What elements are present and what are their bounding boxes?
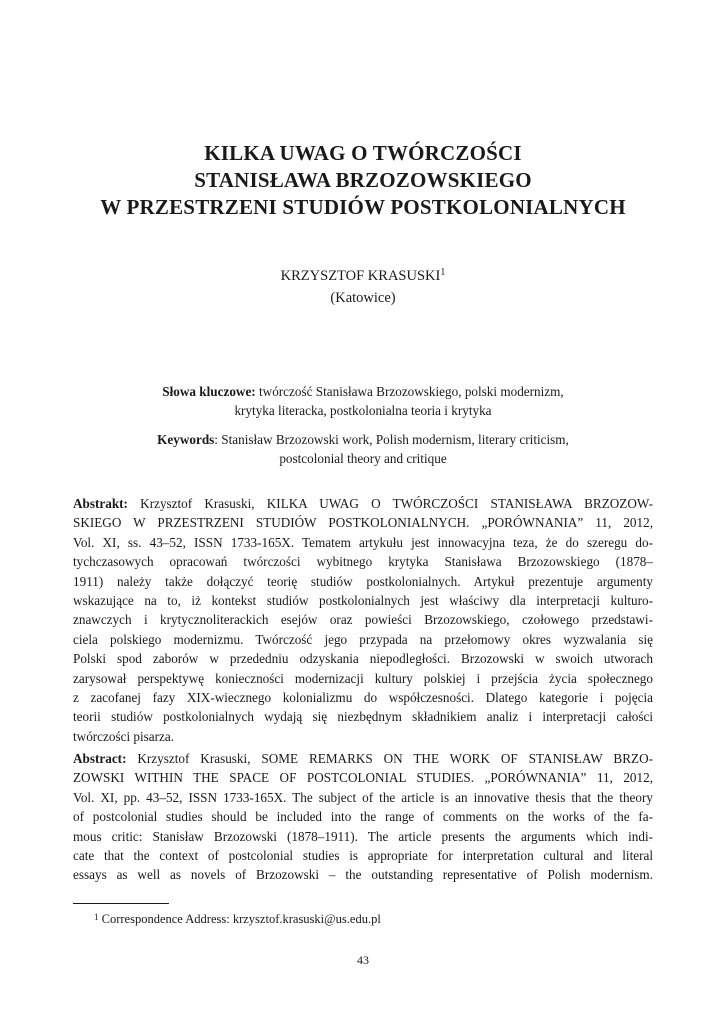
author-footnote-mark[interactable]: 1 (440, 267, 446, 278)
abstract-pl-label: Abstrakt: (73, 496, 128, 511)
author-affiliation: (Katowice) (330, 290, 396, 306)
abstract-pl-line: Polski spod zaborów w przededniu odzyskania niepodległości. Brzozowski w swoich utworach (73, 651, 653, 667)
keywords-pl-text-1: twórczość Stanisława Brzozowskiego, polski modernizm, (255, 384, 564, 399)
abstract-pl-line (73, 494, 653, 513)
keywords-pl-line-1 (90, 382, 636, 401)
abstract-en-line: mous critic: Stanisław Brzozowski (1878–1911). The article presents the arguments which indi- (73, 828, 653, 844)
abstract-pl-line: znawczych i krytycznoliterackich esejów oraz powieści Brzozowskiego, czołowego przedstawi- (73, 612, 653, 628)
footnote-mark: 1 (94, 912, 99, 922)
abstract-en-line: essays as well as novels of Brzozowski – the outstanding representative of Polish modernism. (73, 867, 653, 883)
keywords-en-text-1: : Stanisław Brzozowski work, Polish modernism, literary criticism, (214, 432, 569, 447)
keywords-en-line-1 (90, 430, 636, 449)
abstract-pl-line: SKIEGO W PRZESTRZENI STUDIÓW POSTKOLONIALNYCH. „PORÓWNANIA” 11, 2012, (73, 515, 653, 531)
abstract-en-line: cate that the context of postcolonial studies is appropriate for interpretation cultural and literal (73, 848, 653, 864)
abstract-pl-line: teorii studiów postkolonialnych wydają się niezbędnym składnikiem analiz i interpretacji całości (73, 709, 653, 725)
abstract-en-label: Abstract: (73, 751, 127, 766)
title-line-1: KILKA UWAG O TWÓRCZOŚCI (204, 141, 522, 165)
abstract-pl-line: zarysował perspektywę konieczności modernizacji kultury polskiej i przejścia życia społecznego (73, 670, 653, 686)
author-line (60, 262, 666, 287)
abstract-pl-text: Krzysztof Krasuski, KILKA UWAG O TWÓRCZOŚCI STANISŁAWA BRZOZOW- (127, 496, 653, 511)
abstract-pl-line: ciela polskiego modernizmu. Twórczość jego przypada na przełomowy okres wyzwalania się (73, 631, 653, 647)
abstract-en-line: of postcolonial studies should be included into the range of comments on the works of the fa- (73, 809, 653, 825)
abstract-en-text: Krzysztof Krasuski, SOME REMARKS ON THE WORK OF STANISŁAW BRZO- (126, 751, 653, 766)
abstract-pl-line: z zacofanej fazy XIX-wiecznego kolonializmu do współczesności. Dlatego kategorie i pojęcia (73, 690, 653, 706)
keywords-en-text-2: postcolonial theory and critique (279, 451, 447, 466)
author-name: KRZYSZTOF KRASUSKI (280, 268, 441, 284)
keywords-en-label: Keywords (157, 432, 215, 447)
author-block (60, 262, 666, 309)
abstract-pl-line: wskazujące na to, iż kontekst studiów postkolonialnych jest właściwy dla interpretacji kulturo- (73, 593, 653, 609)
keywords-pl-label: Słowa kluczowe: (162, 384, 256, 399)
keywords-polish (90, 382, 636, 420)
title-line-3: W PRZESTRZENI STUDIÓW POSTKOLONIALNYCH (100, 195, 626, 219)
abstract-pl-line: twórczości pisarza. (73, 728, 175, 744)
abstract-english (73, 749, 653, 885)
article-title (60, 140, 666, 221)
abstract-pl-line: tychczasowych opracowań twórczości wybitnego krytyka Stanisława Brzozowskiego (1878– (73, 554, 653, 570)
footnote-divider (73, 903, 169, 904)
footnote (94, 908, 381, 928)
abstract-en-line: Vol. XI, pp. 43–52, ISSN 1733-165X. The subject of the article is an innovative thesis that the theory (73, 789, 653, 805)
abstract-en-line: ZOWSKI WITHIN THE SPACE OF POSTCOLONIAL STUDIES. „PORÓWNANIA” 11, 2012, (73, 770, 653, 786)
title-line-2: STANISŁAWA BRZOZOWSKIEGO (194, 168, 532, 192)
abstract-pl-line: Vol. XI, ss. 43–52, ISSN 1733-165X. Tematem artykułu jest innowacyjna teza, że do szeregu do- (73, 534, 653, 550)
keywords-english (90, 430, 636, 468)
footnote-text: Correspondence Address: krzysztof.krasuski@us.edu.pl (98, 912, 381, 926)
abstract-pl-line: 1911) należy także dołączyć teorię studiów postkolonialnych. Artykuł prezentuje argumenty (73, 573, 653, 589)
keywords-pl-text-2: krytyka literacka, postkolonialna teoria i krytyka (234, 403, 492, 418)
page-number: 43 (357, 953, 369, 967)
abstract-en-line (73, 749, 653, 768)
abstract-polish (73, 494, 653, 746)
